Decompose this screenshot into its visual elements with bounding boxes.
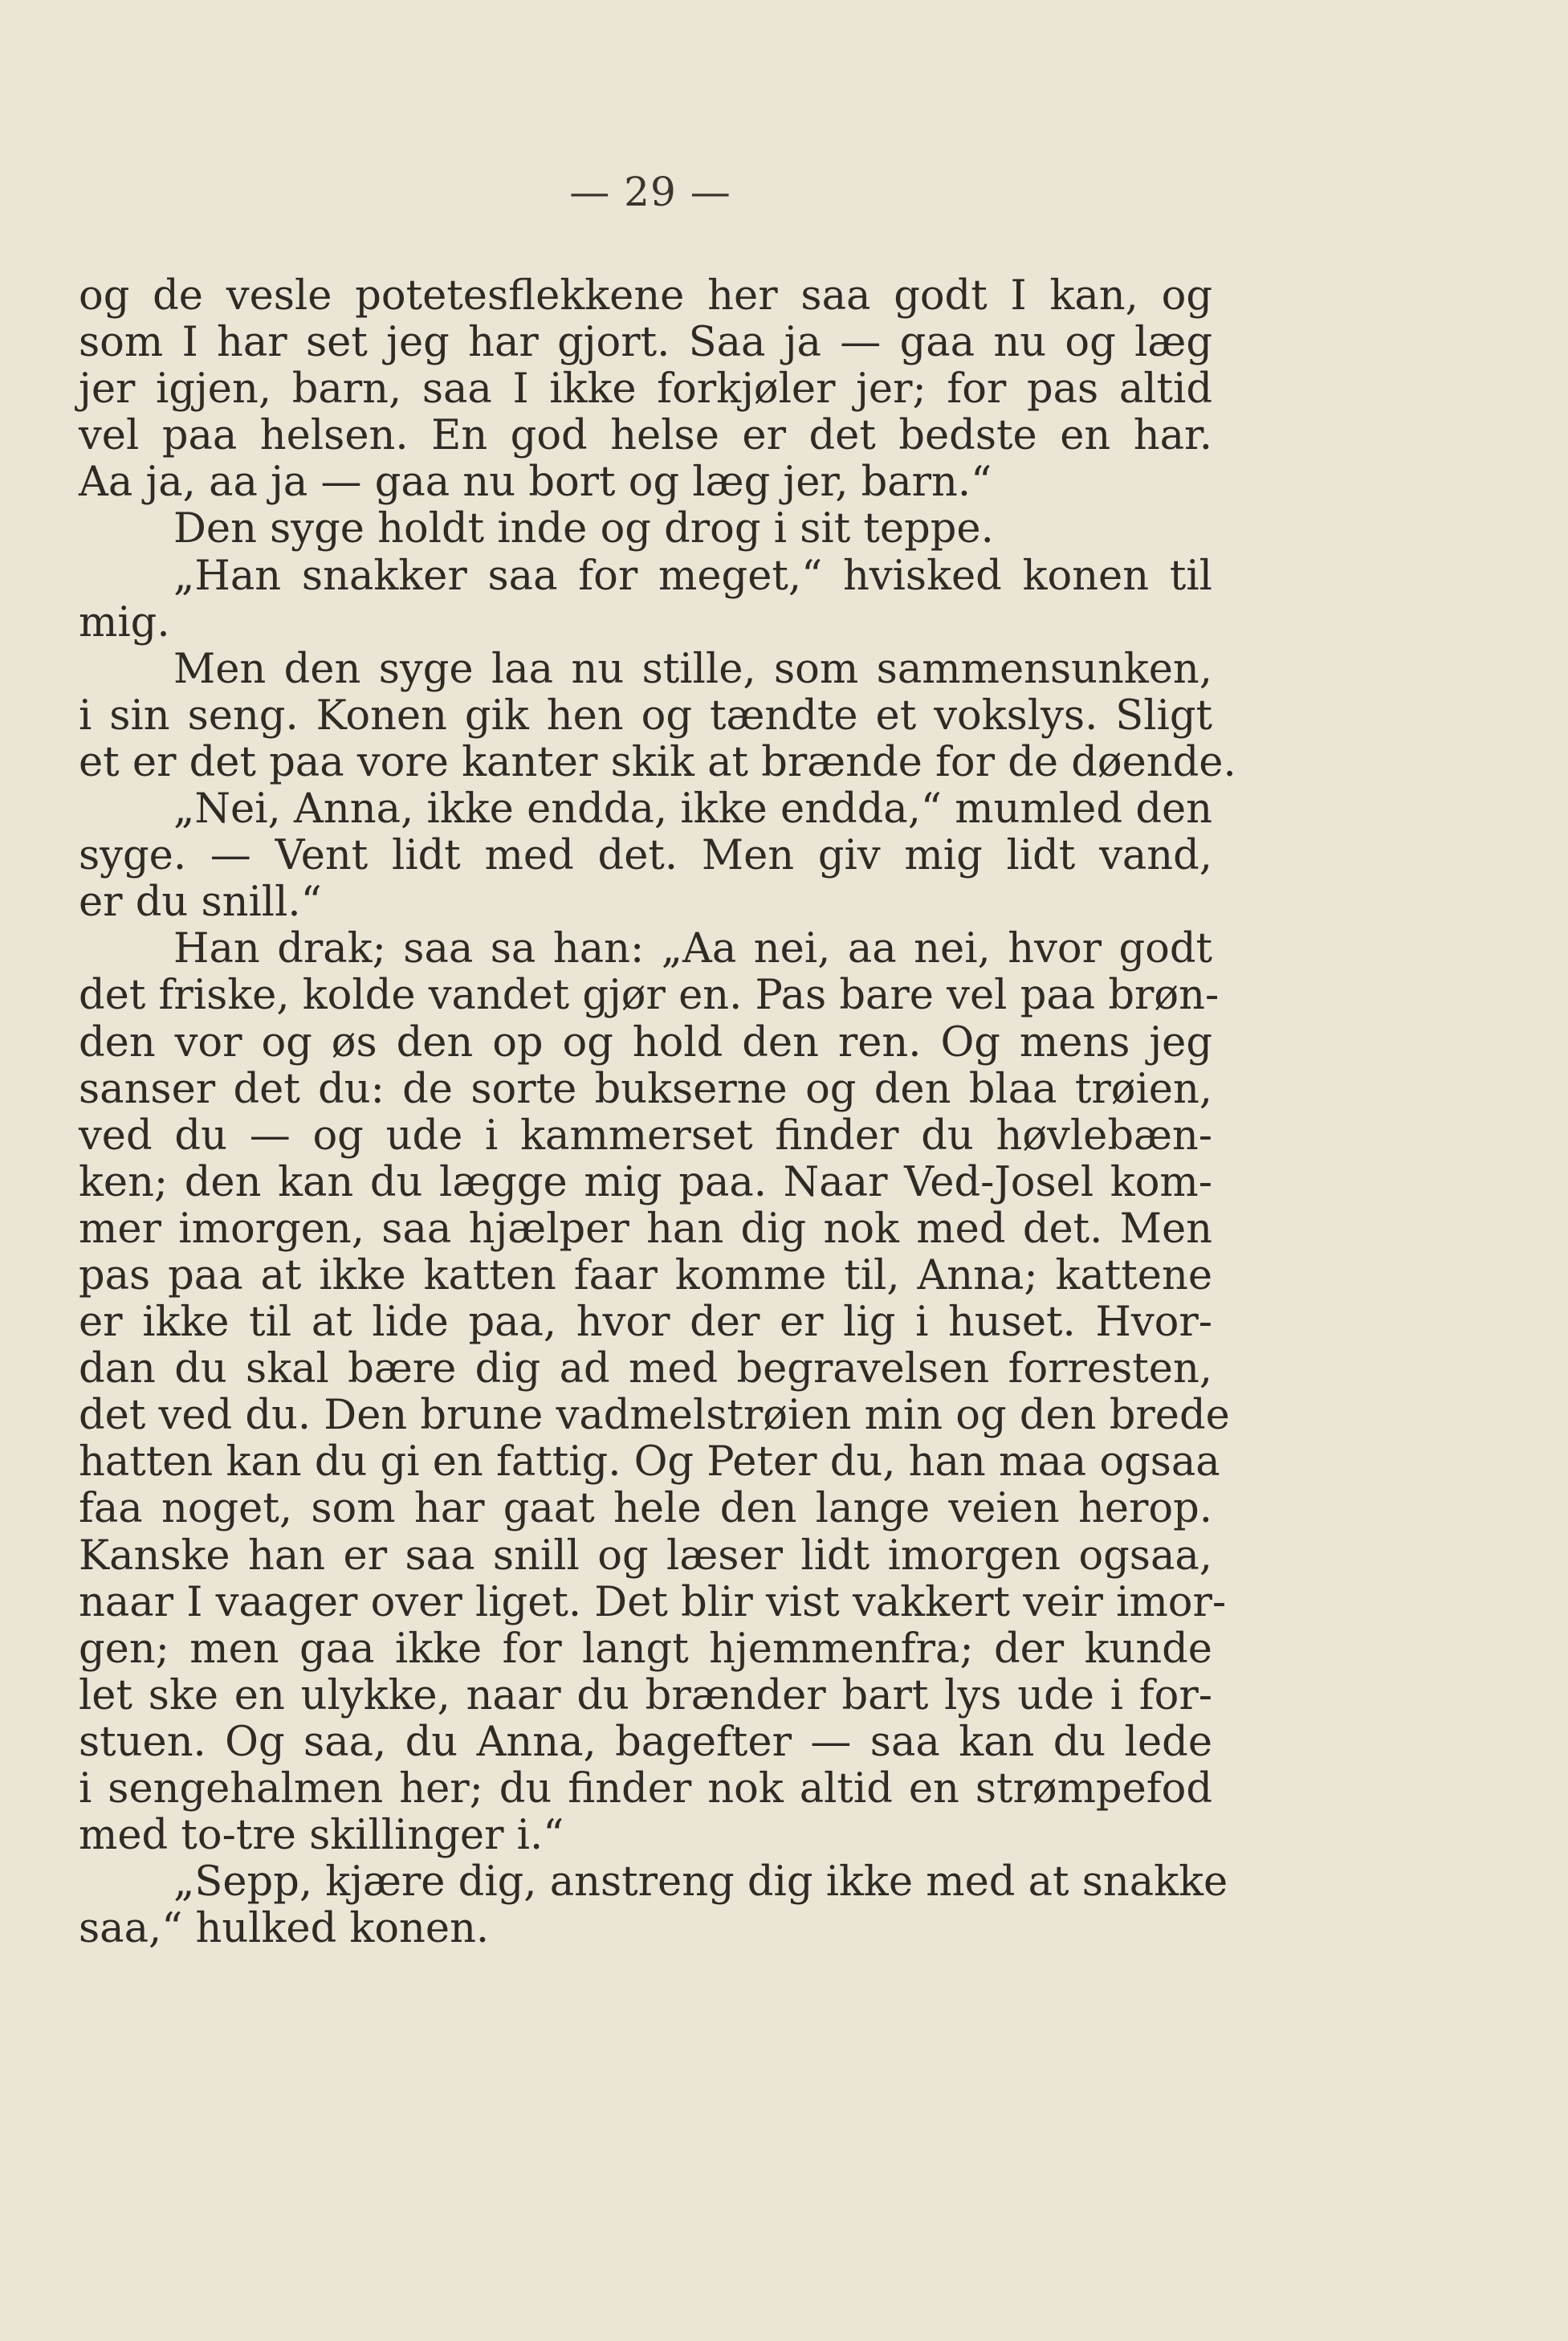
text-line: i sin seng. Konen gik hen og tændte et vokslys. Sligt [79, 691, 1212, 740]
text-line: let ske en ulykke, naar du brænder bart lys ude i for- [79, 1671, 1212, 1719]
text-line: jer igjen, barn, saa I ikke forkjøler jer; for pas altid [79, 365, 1212, 414]
text-line: faa noget, som har gaat hele den lange veien herop. [79, 1485, 1212, 1533]
text-line: det friske, kolde vandet gjør en. Pas bare vel paa brøn- [79, 972, 1220, 1020]
text-line: gen; men gaa ikke for langt hjemmenfra; der kunde [79, 1625, 1212, 1673]
text-line: mer imorgen, saa hjælper han dig nok med det. Men [79, 1205, 1212, 1253]
text-line: Kanske han er saa snill og læser lidt imorgen ogsaa, [79, 1531, 1212, 1580]
text-line: Den syge holdt inde og drog i sit teppe. [173, 505, 994, 553]
text-line: mig. [79, 598, 170, 646]
text-line: ken; den kan du lægge mig paa. Naar Ved-Josel kom- [79, 1158, 1212, 1206]
text-line: det ved du. Den brune vadmelstrøien min og den brede [79, 1392, 1230, 1440]
text-line: hatten kan du gi en fattig. Og Peter du, han maa ogsaa [79, 1438, 1220, 1487]
text-line: stuen. Og saa, du Anna, bagefter — saa kan du lede [79, 1718, 1212, 1766]
text-body [79, 272, 1236, 1953]
text-line: er du snill.“ [79, 879, 322, 927]
text-line: vel paa helsen. En god helse er det bedste en har. [79, 412, 1212, 460]
text-line: naar I vaager over liget. Det blir vist vakkert veir imor- [79, 1578, 1227, 1626]
text-line: som I har set jeg har gjort. Saa ja — gaa nu og læg [79, 319, 1212, 367]
text-line: saa,“ hulked konen. [79, 1905, 490, 1953]
text-line: med to-tre skillinger i.“ [79, 1812, 564, 1860]
text-line: „Han snakker saa for meget,“ hvisked konen til [173, 552, 1212, 600]
text-line: Men den syge laa nu stille, som sammensunken, [173, 645, 1212, 693]
text-line: ved du — og ude i kammerset finder du høvlebæn- [79, 1111, 1212, 1160]
text-line: i sengehalmen her; du finder nok altid en strømpefod [79, 1765, 1212, 1813]
text-line: Han drak; saa sa han: „Aa nei, aa nei, hvor godt [173, 925, 1212, 973]
text-line: et er det paa vore kanter skik at brænde for de døende. [79, 738, 1236, 786]
text-line: Aa ja, aa ja — gaa nu bort og læg jer, barn.“ [79, 459, 992, 507]
page-number: — 29 — [569, 169, 731, 215]
text-line: „Sepp, kjære dig, anstreng dig ikke med at snakke [173, 1858, 1228, 1907]
text-line: syge. — Vent lidt med det. Men giv mig lidt vand, [79, 832, 1212, 880]
text-line: sanser det du: de sorte bukserne og den blaa trøien, [79, 1065, 1212, 1113]
text-line: „Nei, Anna, ikke endda, ikke endda,“ mumled den [173, 785, 1212, 834]
text-line: er ikke til at lide paa, hvor der er lig i huset. Hvor- [79, 1299, 1212, 1347]
text-line: og de vesle potetesflekkene her saa godt I kan, og [79, 272, 1212, 320]
text-line: den vor og øs den op og hold den ren. Og mens jeg [79, 1018, 1212, 1067]
text-line: pas paa at ikke katten faar komme til, Anna; kattene [79, 1251, 1212, 1299]
text-line: dan du skal bære dig ad med begravelsen forresten, [79, 1345, 1212, 1393]
